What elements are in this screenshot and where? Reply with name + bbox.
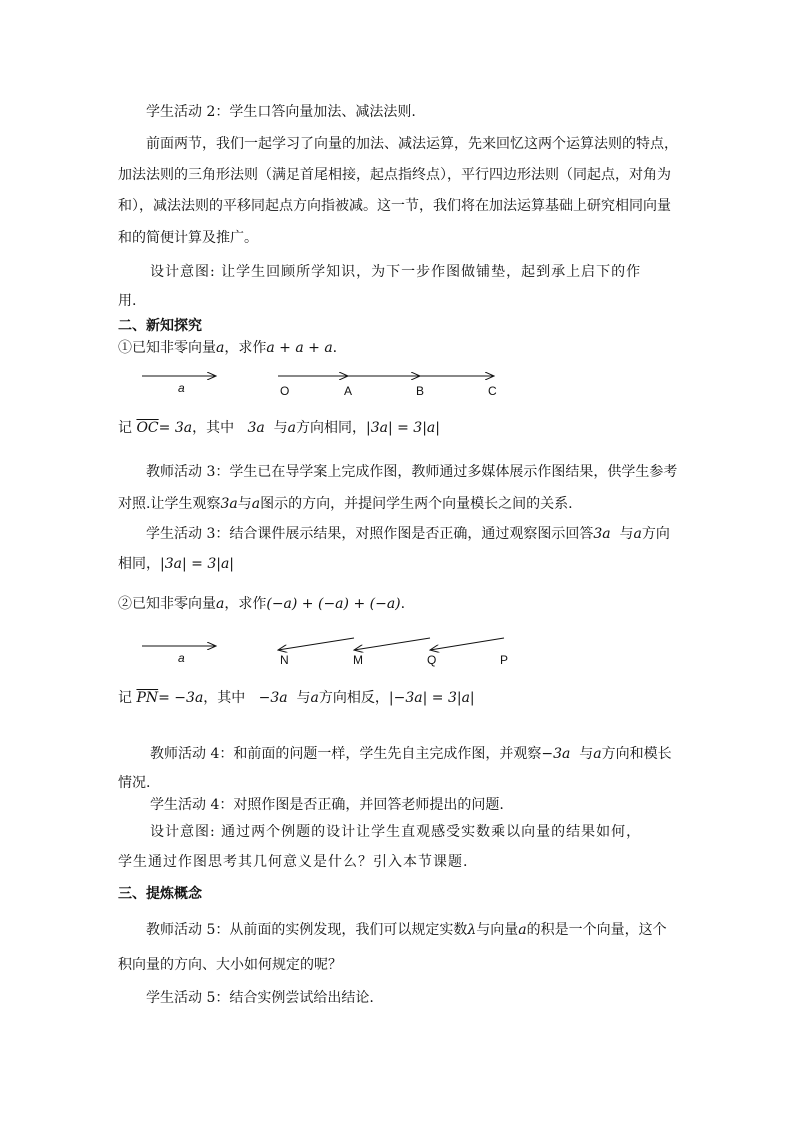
vector-PN: $\overline{PN}$: [136, 690, 159, 706]
point-N: N: [280, 653, 289, 667]
student-activity-3: [146, 524, 706, 544]
text: 与: [619, 526, 634, 542]
point-M: M: [353, 653, 363, 667]
text: 学生通过作图思考其几何意义是什么？引入本节课题.: [118, 854, 469, 870]
magnitude-equation: |3a| = 3|a|: [365, 420, 440, 436]
text: ①已知非零向量: [118, 340, 216, 356]
text: 学生活动 4：对照作图是否正确，并回答老师提出的问题.: [150, 797, 504, 813]
figure-2: [138, 632, 518, 668]
magnitude-equation: |3a| = 3|a|: [160, 556, 235, 572]
equation: = −3a: [158, 690, 204, 706]
text: ，其中: [192, 420, 235, 436]
text: 图示的方向，并提问学生两个向量模长之间的关系.: [260, 496, 573, 512]
section-heading: [118, 884, 678, 904]
vector-a: a: [216, 596, 225, 612]
student-activity-4: [150, 795, 710, 815]
text: 设计意图: 让学生回顾所学知识，为下一步作图做铺垫，起到承上启下的作: [150, 264, 642, 280]
record-2: [118, 688, 678, 708]
text: 和），减法法则的平移同起点方向指被减。这一节，我们将在加法运算基础上研究相同向量: [118, 198, 671, 214]
vector-a: a: [251, 496, 261, 512]
text: 与: [296, 690, 311, 706]
design-intent-2: [150, 822, 710, 842]
text: 学生活动 3：结合课件展示结果，对照作图是否正确，通过观察图示回答: [146, 526, 594, 542]
text: 加法法则的三角形法则（满足首尾相接，起点指终点），平行四边形法则（同起点，对角为: [118, 167, 671, 183]
paragraph-line: [118, 291, 678, 311]
text: 用.: [118, 293, 137, 309]
text: 和的简便计算及推广。: [118, 230, 258, 246]
text: 方向: [641, 526, 670, 542]
text: 记: [118, 690, 132, 706]
vector-PQ: [430, 638, 504, 650]
equation: = 3a: [158, 420, 193, 436]
paragraph-line: [118, 228, 678, 248]
text: ②已知非零向量: [118, 596, 216, 612]
text: 教师活动 3：学生已在导学案上完成作图，教师通过多媒体展示作图结果，供学生参考: [146, 464, 678, 480]
text: 情况.: [118, 775, 151, 791]
section-heading: [118, 316, 678, 336]
text: 积向量的方向、大小如何规定的呢？: [118, 957, 342, 973]
text: 学生活动 2：学生口答向量加法、减法法则.: [146, 104, 416, 120]
figure-1: [138, 366, 508, 398]
point-Q: Q: [427, 653, 437, 667]
paragraph-line: [118, 955, 678, 975]
paragraph-line: [118, 494, 678, 514]
text: 设计意图: 通过两个例题的设计让学生直观感受实数乘以向量的结果如何，: [150, 824, 642, 840]
point-O: O: [280, 384, 290, 398]
text: 方向相同，: [295, 420, 366, 436]
vector-MN: [278, 638, 354, 650]
point-B: B: [416, 384, 425, 398]
vector-label: a: [178, 381, 185, 395]
text: 方向相反，: [318, 690, 389, 706]
text: ，其中: [203, 690, 246, 706]
text: 前面两节，我们一起学习了向量的加法、减法运算，先来回忆这两个运算法则的特点，: [146, 136, 678, 152]
text: 教师活动 5：从前面的实例发现，我们可以规定实数: [146, 922, 468, 938]
text: 对照.让学生观察: [118, 496, 221, 512]
paragraph: [146, 134, 706, 154]
paragraph-line: [118, 196, 678, 216]
vector-a: a: [287, 420, 296, 436]
teacher-activity-5: [146, 920, 706, 940]
heading-text: 三、提炼概念: [118, 886, 202, 902]
text: 学生活动 5：结合实例尝试给出结论.: [146, 990, 374, 1006]
text: 记: [118, 420, 132, 436]
vector-OC: $\overline{OC}$: [136, 420, 159, 436]
vector-a: a: [593, 746, 602, 762]
text: ，求作: [224, 596, 267, 612]
vector-3a: 3a: [247, 420, 265, 436]
point-P: P: [500, 653, 509, 667]
question-1: ①已知非零向量a，求作a + a + a.: [118, 340, 338, 356]
record-1: [118, 418, 678, 438]
vector-QM: [354, 638, 430, 650]
vector-a: a: [518, 922, 527, 938]
vector-3a: 3a: [220, 496, 238, 512]
vector-label: a: [178, 651, 185, 665]
vector-neg-3a: −3a: [258, 690, 288, 706]
design-intent: [150, 262, 710, 282]
question-2: ②已知非零向量a，求作(−a) + (−a) + (−a).: [118, 596, 406, 612]
vector-a: a: [633, 526, 642, 542]
vector-a: a: [310, 690, 319, 706]
teacher-activity-3: [146, 462, 706, 482]
vector-a: a: [216, 340, 225, 356]
text: ，求作: [224, 340, 267, 356]
paragraph-line: [118, 852, 678, 872]
vector-sum-negative: (−a) + (−a) + (−a): [266, 596, 401, 612]
vector-neg-3a: −3a: [541, 746, 571, 762]
text: 与: [273, 420, 288, 436]
point-A: A: [344, 384, 353, 398]
text: 相同，: [118, 556, 160, 572]
text: 与向量: [476, 922, 519, 938]
point-C: C: [488, 384, 497, 398]
text: 方向和模长: [601, 746, 672, 762]
student-activity-5: [146, 988, 706, 1008]
text: 与: [237, 496, 252, 512]
paragraph-line: [118, 773, 678, 793]
paragraph-line: [118, 165, 678, 185]
teacher-activity-4: [150, 744, 710, 764]
vector-sum: a + a + a: [266, 340, 333, 356]
text: 教师活动 4：和前面的问题一样，学生先自主完成作图，并观察: [150, 746, 542, 762]
text: 与: [579, 746, 594, 762]
magnitude-equation: |−3a| = 3|a|: [388, 690, 475, 706]
lambda-symbol: λ: [467, 922, 477, 938]
text: 的积是一个向量，这个: [526, 922, 667, 938]
paragraph: [146, 102, 706, 122]
vector-3a: 3a: [593, 526, 611, 542]
paragraph-line: [118, 554, 678, 574]
heading-text: 二、新知探究: [118, 318, 202, 334]
